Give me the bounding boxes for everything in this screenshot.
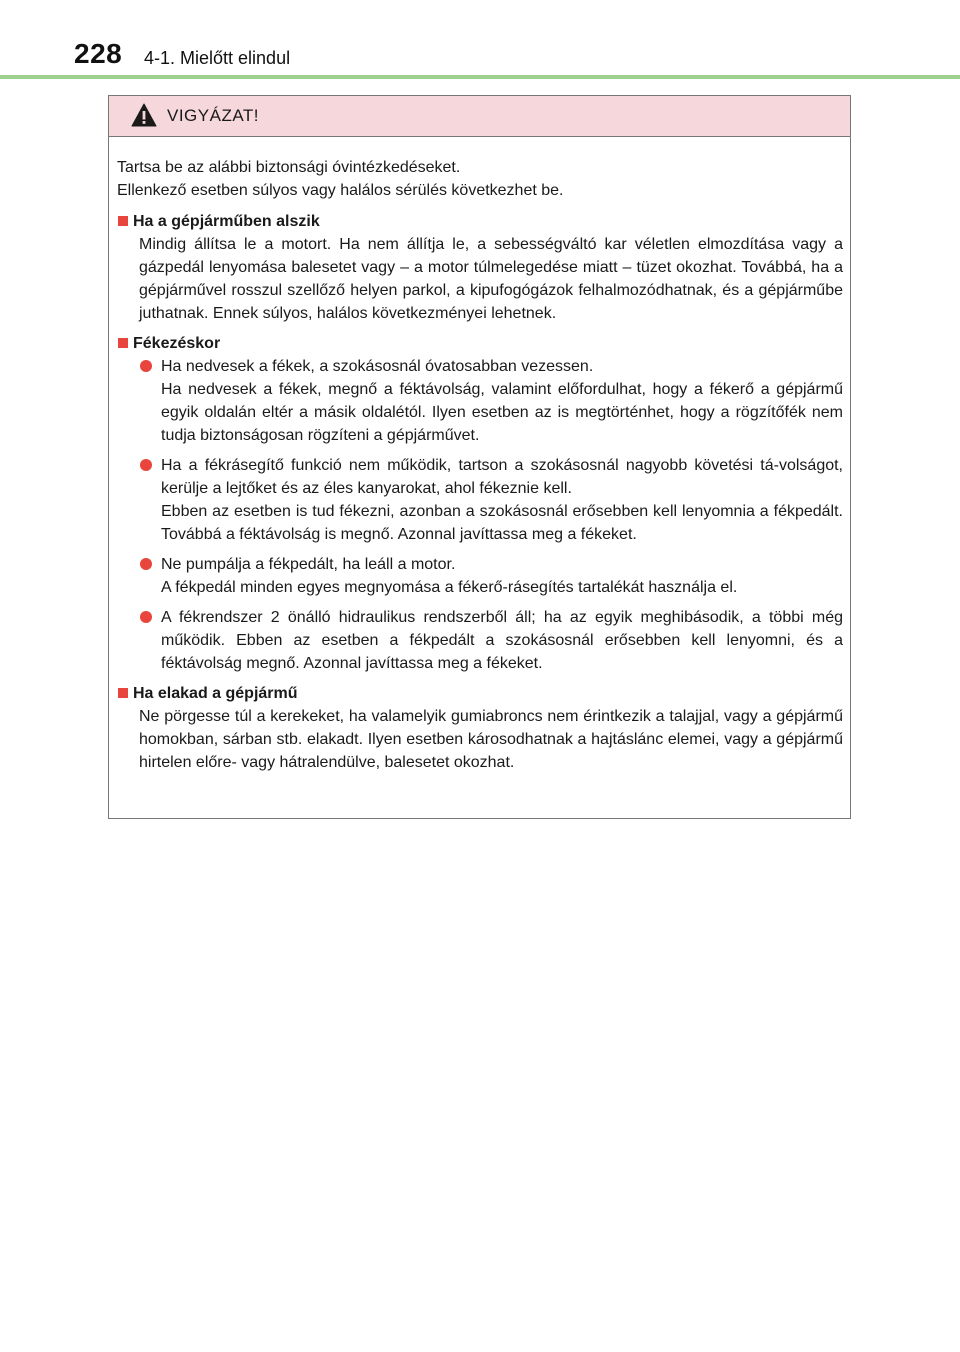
round-bullet-icon xyxy=(140,611,152,623)
round-bullet-icon xyxy=(140,360,152,372)
section-title: 4-1. Mielőtt elindul xyxy=(144,48,291,68)
list-item-line-1: A fékrendszer 2 önálló hidraulikus rendszerből áll; ha az egyik meghibásodik, a többi még működik. Ebben az esetben a fékpedált a szokásosnál erősebben kell lenyomni, és a féktávolság megnő. Azonnal javíttassa meg a fékeket. xyxy=(161,609,843,672)
list-item-line-2: A fékpedál minden egyes megnyomása a fékerő-rásegítés tartalékát használja el. xyxy=(161,579,738,596)
square-bullet-icon xyxy=(118,688,128,698)
header-rule xyxy=(0,75,960,79)
section-heading-text: Ha a gépjárműben alszik xyxy=(133,213,320,230)
list-item xyxy=(117,355,843,447)
list-item xyxy=(117,553,843,599)
warning-triangle-icon xyxy=(131,103,157,127)
list-item-line-1: Ha nedvesek a fékek, a szokásosnál óvatosabban vezessen. xyxy=(161,358,594,375)
list-item-line-2: Ha nedvesek a fékek, megnő a féktávolság, valamint előfordulhat, hogy a fékerő a gépjármű egyik oldalán eltér a másik oldalétól. Ilyen esetben az is megtörténhet, hogy a rögzítőfék nem tudja biztonságosan rögzíteni a gépjárművet. xyxy=(161,381,843,444)
caution-box xyxy=(108,95,851,819)
list-item xyxy=(117,454,843,546)
section-text: Ne pörgesse túl a kerekeket, ha valamelyik gumiabroncs nem érintkezik a talajjal, vagy a gépjármű homokban, sárban stb. elakadt. Ilyen esetben károsodhatnak a hajtáslánc elemei, vagy a gépjármű hirtelen előre- vagy hátralendülve, balesetet okozhat. xyxy=(139,708,843,771)
section-heading-text: Fékezéskor xyxy=(133,335,221,352)
intro-line-1: Tartsa be az alábbi biztonsági óvintézkedéseket. xyxy=(117,159,461,176)
round-bullet-icon xyxy=(140,558,152,570)
list-item-line-2: Ebben az esetben is tud fékezni, azonban a szokásosnál erősebben kell lenyomnia a fékpedált. Továbbá a féktávolság is megnő. Azonnal javíttassa meg a fékeket. xyxy=(161,503,843,543)
caution-title: VIGYÁZAT! xyxy=(167,106,260,125)
list-item xyxy=(117,606,843,675)
page-number: 228 xyxy=(74,38,123,69)
square-bullet-icon xyxy=(118,338,128,348)
intro-line-2: Ellenkező esetben súlyos vagy halálos sérülés következhet be. xyxy=(117,182,564,199)
page-header xyxy=(0,0,960,80)
section-heading-text: Ha elakad a gépjármű xyxy=(133,685,298,702)
section-text: Mindig állítsa le a motort. Ha nem állítja le, a sebességváltó kar véletlen elmozdítása vagy a gázpedál lenyomása balesetet vagy – a motor túlmelegedése miatt – tüzet okozhat. Továbbá, ha a gépjárművel rosszul szellőző helyen parkol, a kipufogógázok felhalmozódhatnak, és a gépjárműbe juthatnak. Ennek súlyos, halálos következményei lehetnek. xyxy=(139,236,843,322)
list-item-line-1: Ha a fékrásegítő funkció nem működik, tartson a szokásosnál nagyobb követési tá-volságot, kerülje a lejtőket és az éles kanyarokat, ahol fékeznie kell. xyxy=(161,457,843,497)
section-heading xyxy=(117,210,843,233)
round-bullet-icon xyxy=(140,459,152,471)
section-stuck xyxy=(117,682,843,774)
section-heading xyxy=(117,682,843,705)
section-heading xyxy=(117,332,843,355)
section-braking xyxy=(117,332,843,675)
square-bullet-icon xyxy=(118,216,128,226)
section-sleeping xyxy=(117,210,843,325)
caution-header xyxy=(109,96,850,137)
caution-body xyxy=(117,156,843,781)
list-item-line-1: Ne pumpálja a fékpedált, ha leáll a motor. xyxy=(161,556,456,573)
